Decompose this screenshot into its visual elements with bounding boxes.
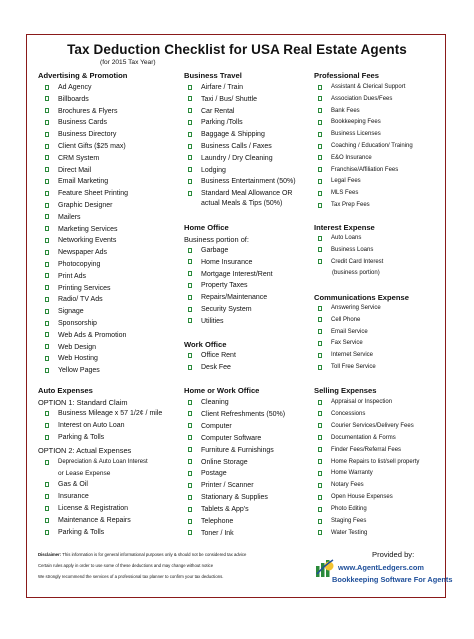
- checklist-item-label: Postage: [201, 470, 227, 478]
- checklist-item-label: Desk Fee: [201, 364, 231, 371]
- checklist-item-label: Internet Service: [331, 352, 374, 359]
- checkbox-icon[interactable]: [318, 236, 322, 241]
- checkbox-icon[interactable]: [188, 191, 192, 196]
- checklist-item-label: CRM System: [58, 154, 100, 162]
- checklist-item-label: Telephone: [201, 518, 234, 525]
- checklist-item-label: Furniture & Furnishings: [201, 446, 274, 454]
- checklist-item-label: Car Rental: [201, 107, 235, 115]
- checklist-item-label: Finder Fees/Referral Fees: [331, 446, 402, 453]
- checkbox-icon[interactable]: [188, 318, 192, 323]
- checklist-item-label: Photo Editing: [331, 506, 367, 513]
- checkbox-icon[interactable]: [45, 226, 49, 231]
- checklist-item-label: Home Insurance: [201, 258, 253, 266]
- checkbox-icon[interactable]: [188, 271, 192, 276]
- checkbox-icon[interactable]: [318, 411, 322, 416]
- checklist-item-label: Open House Expenses: [331, 494, 393, 501]
- checkbox-icon[interactable]: [318, 259, 322, 264]
- checkbox-icon[interactable]: [318, 459, 322, 464]
- checklist-item-label: Water Testing: [331, 529, 368, 536]
- checklist-item-label: Feature Sheet Printing: [58, 190, 129, 198]
- checkbox-icon[interactable]: [318, 191, 322, 196]
- checkbox-icon[interactable]: [188, 307, 192, 312]
- checklist-item-label: Computer: [201, 422, 232, 430]
- checklist-item-label: Standard Meal Allowance OR: [201, 190, 293, 198]
- checklist-item-label: Coaching / Education/ Training: [331, 143, 413, 149]
- checkbox-icon[interactable]: [45, 309, 49, 314]
- section-heading-home-or-work: Home or Work Office: [184, 386, 260, 395]
- checkbox-icon[interactable]: [45, 214, 49, 219]
- checklist-item-label: Office Rent: [201, 352, 236, 359]
- checklist-item-label: Yellow Pages: [58, 367, 100, 375]
- checklist-item-label: Email Service: [331, 328, 368, 335]
- checkbox-icon[interactable]: [188, 519, 192, 524]
- checkbox-icon[interactable]: [45, 506, 49, 511]
- checkbox-icon[interactable]: [188, 283, 192, 288]
- checklist-item-label: Cleaning: [201, 399, 229, 406]
- checkbox-icon[interactable]: [45, 132, 49, 137]
- checklist-item-label: Printer / Scanner: [201, 482, 254, 490]
- checklist-item-label: Toner / Ink: [201, 529, 234, 537]
- checkbox-icon[interactable]: [45, 423, 49, 428]
- disclaimer-label: Disclaimer:: [38, 552, 62, 557]
- checkbox-icon[interactable]: [45, 250, 49, 255]
- checklist-item-label: Business Entertainment (50%): [201, 178, 296, 186]
- checklist-item-label: Tax Prep Fees: [331, 202, 370, 208]
- checklist-item-label: Business Licenses: [331, 131, 381, 138]
- checkbox-icon[interactable]: [45, 155, 49, 160]
- checkbox-icon[interactable]: [45, 482, 49, 487]
- checklist-item-label: Lodging: [201, 166, 226, 174]
- checklist-item-label: Franchise/Affiliation Fees: [331, 166, 399, 173]
- checklist-item-label: Email Marketing: [58, 178, 109, 186]
- section-heading-auto: Auto Expenses: [38, 386, 93, 395]
- checklist-item-label: Business Calls / Faxes: [201, 143, 272, 150]
- home-office-sub: Business portion of:: [184, 235, 249, 244]
- checkbox-icon[interactable]: [45, 191, 49, 196]
- checklist-item-label: Staging Fees: [331, 518, 367, 524]
- page-title: Tax Deduction Checklist for USA Real Estate Agents: [67, 42, 407, 57]
- checkbox-icon[interactable]: [318, 179, 322, 184]
- checklist-item-label: Depreciation & Auto Loan Interest: [58, 459, 148, 465]
- checkbox-icon[interactable]: [318, 353, 322, 358]
- interest-last-cont: (business portion): [332, 270, 380, 276]
- checklist-item-label: Online Storage: [201, 458, 248, 466]
- checklist-item-label: Fax Service: [331, 340, 363, 347]
- checklist-item-label: Appraisal or Inspection: [331, 399, 393, 405]
- checkbox-icon[interactable]: [188, 495, 192, 500]
- checkbox-icon[interactable]: [318, 144, 322, 149]
- checklist-item-label: Web Design: [58, 343, 97, 351]
- checklist-item-label: Legal Fees: [331, 178, 361, 185]
- checkbox-icon[interactable]: [45, 179, 49, 184]
- checklist-item-label: Tablets & App's: [201, 506, 249, 514]
- checklist-item-label: Photocopying: [58, 261, 101, 268]
- checkbox-icon[interactable]: [318, 341, 322, 346]
- checklist-item-label: Maintenance & Repairs: [58, 517, 131, 524]
- checkbox-icon[interactable]: [188, 471, 192, 476]
- checkbox-icon[interactable]: [318, 306, 322, 311]
- checklist-item-label: Business Directory: [58, 131, 117, 139]
- checklist-item-label: Toll Free Service: [331, 364, 376, 370]
- checklist-item-label: Notary Fees: [331, 482, 364, 489]
- section-heading-interest: Interest Expense: [314, 223, 375, 232]
- checklist-item-label: Brochures & Flyers: [58, 107, 118, 115]
- checklist-item-label: Garbage: [201, 247, 229, 254]
- checklist-item-label: License & Registration: [58, 505, 129, 512]
- auto-option2-label: OPTION 2: Actual Expenses: [38, 446, 132, 455]
- section-heading-home-office: Home Office: [184, 223, 229, 232]
- checkbox-icon[interactable]: [45, 120, 49, 125]
- checkbox-icon[interactable]: [188, 435, 192, 440]
- checkbox-icon[interactable]: [188, 483, 192, 488]
- checklist-item-label: Print Ads: [58, 272, 87, 280]
- checklist-item-label: Gas & Oil: [58, 481, 88, 488]
- checkbox-icon[interactable]: [45, 356, 49, 361]
- checklist-item-label: Home Warranty: [331, 470, 373, 477]
- checkbox-icon[interactable]: [45, 238, 49, 243]
- checkbox-icon[interactable]: [188, 132, 192, 137]
- checkbox-icon[interactable]: [188, 459, 192, 464]
- checklist-item-label: E&O Insurance: [331, 154, 372, 161]
- checklist-item-label: Direct Mail: [58, 166, 92, 174]
- section-heading-communications: Communications Expense: [314, 293, 409, 302]
- checkbox-icon[interactable]: [318, 400, 322, 405]
- disclaimer-line-3: We strongly recommend the services of a professional tax planner to confirm your tax deductions.: [38, 574, 224, 579]
- checkbox-icon[interactable]: [318, 530, 322, 535]
- checkbox-icon[interactable]: [45, 368, 49, 373]
- checklist-item-label: Web Ads & Promotion: [58, 331, 127, 339]
- checklist-item-label: Assistant & Clerical Support: [331, 84, 406, 90]
- checkbox-icon[interactable]: [318, 132, 322, 137]
- checkbox-icon[interactable]: [188, 259, 192, 264]
- checklist-item-label: Bank Fees: [331, 107, 360, 114]
- checkbox-icon[interactable]: [188, 108, 192, 113]
- checkbox-icon[interactable]: [45, 96, 49, 101]
- travel-last-cont: actual Meals & Tips (50%): [201, 200, 283, 207]
- tagline: Bookkeeping Software For Agents: [332, 575, 453, 584]
- checklist-item-label: Mortgage Interest/Rent: [201, 270, 273, 278]
- checklist-item-label: Ad Agency: [58, 84, 92, 91]
- checklist-item-label: Auto Loans: [331, 235, 362, 241]
- page-subtitle: (for 2015 Tax Year): [100, 59, 156, 66]
- checklist-item-label: Newspaper Ads: [58, 249, 108, 257]
- checkbox-icon[interactable]: [188, 447, 192, 452]
- checklist-item-label: Courier Services/Delivery Fees: [331, 422, 414, 429]
- checkbox-icon[interactable]: [188, 96, 192, 101]
- checklist-item-label: Parking /Tolls: [201, 119, 243, 127]
- checklist-item-label: Radio/ TV Ads: [58, 296, 103, 304]
- checklist-item-label: Security System: [201, 306, 252, 313]
- checklist-item-label: Business Cards: [58, 119, 108, 127]
- checkbox-icon[interactable]: [318, 203, 322, 208]
- provided-by-label: Provided by:: [372, 550, 415, 559]
- checkbox-icon[interactable]: [45, 273, 49, 278]
- checkbox-icon[interactable]: [45, 460, 49, 465]
- checklist-item-label: Client Refreshments (50%): [201, 410, 286, 418]
- checkbox-icon[interactable]: [318, 247, 322, 252]
- checkbox-icon[interactable]: [318, 317, 322, 322]
- checkbox-icon[interactable]: [188, 120, 192, 125]
- checkbox-icon[interactable]: [318, 120, 322, 125]
- checkbox-icon[interactable]: [45, 411, 49, 416]
- checkbox-icon[interactable]: [318, 483, 322, 488]
- checkbox-icon[interactable]: [318, 495, 322, 500]
- checkbox-icon[interactable]: [45, 167, 49, 172]
- checkbox-icon[interactable]: [45, 203, 49, 208]
- checklist-item-label: Web Hosting: [58, 355, 98, 363]
- checkbox-icon[interactable]: [318, 96, 322, 101]
- checkbox-icon[interactable]: [188, 248, 192, 253]
- checkbox-icon[interactable]: [318, 108, 322, 113]
- checkbox-icon[interactable]: [318, 507, 322, 512]
- checklist-item-label: Parking & Tolls: [58, 434, 105, 441]
- checklist-item-label: Property Taxes: [201, 282, 248, 290]
- checkbox-icon[interactable]: [188, 423, 192, 428]
- checklist-item-label: Airfare / Train: [201, 84, 244, 91]
- checkbox-icon[interactable]: [45, 344, 49, 349]
- checklist-item-label: Utilities: [201, 317, 224, 325]
- auto-option2-first-cont: or Lease Expense: [58, 470, 111, 477]
- section-heading-advertising: Advertising & Promotion: [38, 71, 128, 80]
- checklist-item-label: Association Dues/Fees: [331, 95, 393, 102]
- checklist-item-label: Marketing Services: [58, 225, 118, 233]
- checkbox-icon[interactable]: [45, 518, 49, 523]
- checklist-item-label: Signage: [58, 308, 84, 316]
- disclaimer-line-2: Certain rules apply in order to use some of these deductions and may change without notice: [38, 563, 214, 568]
- checklist-item-label: Client Gifts ($25 max): [58, 143, 126, 150]
- checkbox-icon[interactable]: [318, 329, 322, 334]
- auto-option1-label: OPTION 1: Standard Claim: [38, 398, 128, 407]
- checkbox-icon[interactable]: [318, 471, 322, 476]
- checklist-item-label: Repairs/Maintenance: [201, 294, 268, 302]
- checklist-item-label: Bookkeeping Fees: [331, 119, 381, 126]
- checklist-item-label: Laundry / Dry Cleaning: [201, 154, 273, 162]
- checklist-item-label: Sponsorship: [58, 320, 97, 327]
- checkbox-icon[interactable]: [188, 411, 192, 416]
- checklist-item-label: Parking & Tolls: [58, 529, 105, 536]
- checklist-item-label: Business Mileage x 57 1/2¢ / mile: [58, 410, 163, 417]
- checkbox-icon[interactable]: [188, 179, 192, 184]
- checkbox-icon[interactable]: [188, 167, 192, 172]
- checklist-item-label: Answering Service: [331, 305, 381, 311]
- section-heading-work-office: Work Office: [184, 340, 227, 349]
- checkbox-icon[interactable]: [318, 447, 322, 452]
- checkbox-icon[interactable]: [318, 435, 322, 440]
- checkbox-icon[interactable]: [45, 332, 49, 337]
- checkbox-icon[interactable]: [45, 262, 49, 267]
- checkbox-icon[interactable]: [318, 519, 322, 524]
- checkbox-icon[interactable]: [188, 507, 192, 512]
- checklist-item-label: Taxi / Bus/ Shuttle: [201, 95, 258, 103]
- checklist-item-label: Interest on Auto Loan: [58, 422, 125, 429]
- checklist-item-label: Graphic Designer: [58, 202, 113, 209]
- checkbox-icon[interactable]: [45, 85, 49, 90]
- checkbox-icon[interactable]: [188, 295, 192, 300]
- checkbox-icon[interactable]: [188, 365, 192, 370]
- checklist-item-label: Concessions: [331, 410, 366, 417]
- checkbox-icon[interactable]: [318, 155, 322, 160]
- checklist-item-label: Printing Services: [58, 284, 111, 292]
- checklist-item-label: Credit Card Interest: [331, 258, 384, 265]
- checkbox-icon[interactable]: [188, 155, 192, 160]
- section-heading-professional: Professional Fees: [314, 71, 379, 80]
- checkbox-icon[interactable]: [188, 353, 192, 358]
- checklist-item-label: Insurance: [58, 493, 89, 500]
- section-heading-travel: Business Travel: [184, 71, 242, 80]
- checkbox-icon[interactable]: [45, 108, 49, 113]
- disclaimer-text: This information is for general informational purposes only & should not be considered tax advice: [61, 552, 247, 557]
- checkbox-icon[interactable]: [318, 423, 322, 428]
- checklist-item-label: Cell Phone: [331, 316, 361, 323]
- checklist-item-label: MLS Fees: [331, 190, 359, 197]
- checklist-item-label: Business Loans: [331, 246, 374, 253]
- checklist-item-label: Home Repairs to list/sell property: [331, 458, 420, 465]
- checklist-item-label: Billboards: [58, 95, 89, 103]
- checkbox-icon[interactable]: [45, 530, 49, 535]
- checkbox-icon[interactable]: [45, 321, 49, 326]
- checklist-item-label: Computer Software: [201, 434, 262, 442]
- checkbox-icon[interactable]: [318, 365, 322, 370]
- checklist-item-label: Baggage & Shipping: [201, 131, 265, 139]
- checkbox-icon[interactable]: [45, 494, 49, 499]
- website-url[interactable]: www.AgentLedgers.com: [338, 563, 424, 572]
- checklist-item-label: Stationary & Supplies: [201, 494, 268, 502]
- checkbox-icon[interactable]: [188, 144, 192, 149]
- checkbox-icon[interactable]: [45, 285, 49, 290]
- checkbox-icon[interactable]: [188, 400, 192, 405]
- checkbox-icon[interactable]: [188, 85, 192, 90]
- section-heading-selling: Selling Expenses: [314, 386, 377, 395]
- checklist-item-label: Mailers: [58, 213, 81, 221]
- checkbox-icon[interactable]: [188, 530, 192, 535]
- checklist-item-label: Networking Events: [58, 237, 117, 245]
- checkbox-icon[interactable]: [318, 85, 322, 90]
- checkbox-icon[interactable]: [45, 144, 49, 149]
- checkbox-icon[interactable]: [318, 167, 322, 172]
- checkbox-icon[interactable]: [45, 435, 49, 440]
- checkbox-icon[interactable]: [45, 297, 49, 302]
- disclaimer-line-1: [38, 552, 246, 557]
- checklist-item-label: Documentation & Forms: [331, 434, 396, 441]
